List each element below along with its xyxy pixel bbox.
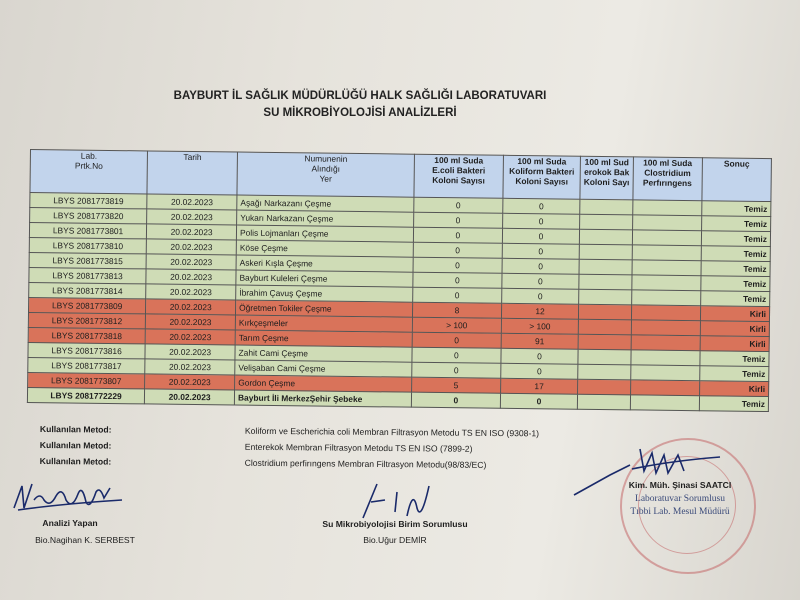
- ecoli-count-cell: 0: [411, 392, 500, 408]
- ecoli-count-cell: 8: [412, 302, 501, 318]
- koliform-count-cell: 0: [501, 363, 578, 379]
- lab-no-cell: LBYS 2081773801: [29, 223, 146, 239]
- ecoli-count-cell: 0: [413, 287, 502, 303]
- sample-place-cell: Köse Çeşme: [236, 240, 413, 257]
- result-cell: Kirli: [700, 336, 769, 352]
- clostridium-count-cell: [632, 200, 701, 216]
- clostridium-count-cell: [631, 305, 700, 321]
- clostridium-count-cell: [631, 335, 700, 351]
- date-cell: 20.02.2023: [146, 284, 236, 300]
- date-cell: 20.02.2023: [145, 314, 235, 330]
- enterokok-count-cell: [578, 394, 631, 410]
- lab-no-cell: LBYS 2081773816: [28, 342, 145, 358]
- ecoli-count-cell: 0: [412, 362, 501, 378]
- date-cell: 20.02.2023: [146, 299, 236, 315]
- clostridium-count-cell: [631, 320, 700, 336]
- lab-no-cell: LBYS 2081773820: [30, 208, 147, 224]
- date-cell: 20.02.2023: [146, 239, 236, 255]
- sample-place-cell: Bayburt İli MerkezŞehir Şebeke: [234, 390, 411, 407]
- koliform-count-cell: 0: [502, 273, 579, 289]
- koliform-count-cell: 91: [501, 333, 578, 349]
- header-enterokok: 100 ml Sud erokok Bak Koloni Sayı: [580, 156, 633, 200]
- sample-place-cell: Askeri Kışla Çeşme: [236, 255, 413, 272]
- ecoli-count-cell: 5: [411, 377, 500, 393]
- enterokok-count-cell: [579, 289, 632, 305]
- clostridium-count-cell: [630, 395, 699, 411]
- result-cell: Temiz: [701, 231, 770, 247]
- chief-role: Su Mikrobiyolojisi Birim Sorumlusu: [322, 519, 468, 529]
- sample-place-cell: Öğretmen Tokiler Çeşme: [236, 300, 413, 317]
- enterokok-count-cell: [580, 199, 633, 215]
- clostridium-count-cell: [632, 245, 701, 261]
- clostridium-count-cell: [632, 230, 701, 246]
- date-cell: 20.02.2023: [146, 269, 236, 285]
- enterokok-count-cell: [580, 229, 633, 245]
- koliform-count-cell: 0: [500, 393, 577, 409]
- enterokok-count-cell: [579, 259, 632, 275]
- header-lab-no: Lab. Prtk.No: [30, 150, 148, 194]
- header-ecoli: 100 ml Suda E.coli Bakteri Koloni Sayısı: [414, 154, 503, 198]
- koliform-count-cell: 0: [502, 213, 579, 229]
- lab-title: BAYBURT İL SAĞLIK MÜDÜRLÜĞÜ HALK SAĞLIĞI LABORATUVARI: [173, 90, 547, 102]
- sample-place-cell: Gordon Çeşme: [235, 375, 412, 392]
- analyst-role: Analizi Yapan: [42, 518, 98, 528]
- result-cell: Temiz: [701, 216, 770, 232]
- enterokok-count-cell: [579, 274, 632, 290]
- ecoli-count-cell: 0: [413, 242, 502, 258]
- sample-place-cell: Tarım Çeşme: [235, 330, 412, 347]
- clostridium-count-cell: [630, 380, 699, 396]
- ecoli-count-cell: 0: [414, 197, 503, 213]
- method-text: Clostridium perfirıngens Membran Filtrasyon Metodu(98/83/EC): [244, 457, 487, 470]
- sample-place-cell: Bayburt Kuleleri Çeşme: [236, 270, 413, 287]
- date-cell: 20.02.2023: [147, 194, 237, 210]
- ecoli-count-cell: 0: [412, 332, 501, 348]
- result-cell: Temiz: [701, 276, 770, 292]
- sample-place-cell: Polis Lojmanları Çeşme: [236, 225, 413, 242]
- header-date: Tarih: [147, 151, 237, 195]
- enterokok-count-cell: [578, 334, 631, 350]
- date-cell: 20.02.2023: [147, 224, 237, 240]
- result-cell: Temiz: [699, 366, 768, 382]
- chief-signature: [355, 478, 445, 523]
- lab-no-cell: LBYS 2081773815: [29, 252, 146, 268]
- sample-place-cell: Kırkçeşmeler: [235, 315, 412, 332]
- manager-name: Kim. Müh. Şinasi SAATCI: [628, 480, 732, 490]
- result-cell: Temiz: [700, 351, 769, 367]
- result-cell: Kirli: [699, 381, 768, 397]
- report-title: SU MİKROBİYOLOJİSİ ANALİZLERİ: [263, 107, 457, 119]
- lab-no-cell: LBYS 2081773814: [29, 282, 146, 298]
- clostridium-count-cell: [631, 350, 700, 366]
- ecoli-count-cell: 0: [413, 272, 502, 288]
- method-label: Kullanılan Metod:: [39, 455, 112, 467]
- clostridium-count-cell: [630, 365, 699, 381]
- lab-no-cell: LBYS 2081773813: [29, 267, 146, 283]
- ecoli-count-cell: 0: [413, 212, 502, 228]
- koliform-count-cell: 17: [500, 378, 577, 394]
- method-label: Kullanılan Metod:: [39, 424, 112, 435]
- koliform-count-cell: 0: [502, 228, 579, 244]
- result-cell: Temiz: [701, 261, 770, 277]
- sample-place-cell: Yukarı Narkazanı Çeşme: [237, 210, 414, 227]
- result-cell: Temiz: [699, 396, 768, 412]
- sample-place-cell: İbrahim Çavuş Çeşme: [236, 285, 413, 302]
- date-cell: 20.02.2023: [145, 374, 235, 390]
- header-result: Sonuç: [702, 158, 772, 202]
- koliform-count-cell: 0: [503, 198, 580, 214]
- lab-no-cell: LBYS 2081773810: [29, 237, 146, 253]
- enterokok-count-cell: [579, 304, 632, 320]
- result-cell: Kirli: [700, 306, 769, 322]
- koliform-count-cell: 0: [502, 258, 579, 274]
- lab-no-cell: LBYS 2081773807: [28, 372, 145, 388]
- date-cell: 20.02.2023: [145, 359, 235, 375]
- enterokok-count-cell: [578, 319, 631, 335]
- sample-place-cell: Velişaban Cami Çeşme: [235, 360, 412, 377]
- koliform-count-cell: 0: [502, 288, 579, 304]
- sample-place-cell: Zahit Cami Çeşme: [235, 345, 412, 362]
- analysis-table: [27, 149, 772, 412]
- enterokok-count-cell: [578, 364, 631, 380]
- date-cell: 20.02.2023: [145, 329, 235, 345]
- koliform-count-cell: > 100: [501, 318, 578, 334]
- sample-place-cell: Aşağı Narkazanı Çeşme: [237, 195, 414, 212]
- manager-signature: [570, 445, 730, 500]
- lab-no-cell: LBYS 2081773817: [28, 357, 145, 373]
- result-cell: Temiz: [701, 201, 770, 217]
- clostridium-count-cell: [631, 290, 700, 306]
- result-cell: Temiz: [700, 291, 769, 307]
- ecoli-count-cell: 0: [413, 227, 502, 243]
- header-koliform: 100 ml Suda Koliform Bakteri Koloni Sayısı: [503, 155, 581, 199]
- method-text: Koliform ve Escherichia coli Membran Filtrasyon Metodu TS EN ISO (9308-1): [244, 425, 540, 439]
- date-cell: 20.02.2023: [145, 389, 235, 405]
- koliform-count-cell: 12: [501, 303, 578, 319]
- analyst-name: Bio.Nagihan K. SERBEST: [35, 535, 135, 545]
- enterokok-count-cell: [579, 244, 632, 260]
- lab-no-cell: LBYS 2081773812: [28, 312, 145, 328]
- clostridium-count-cell: [632, 215, 701, 231]
- koliform-count-cell: 0: [501, 348, 578, 364]
- manager-role-2: Tıbbi Lab. Mesul Müdürü: [630, 507, 730, 517]
- analyst-signature: [10, 478, 130, 518]
- koliform-count-cell: 0: [502, 243, 579, 259]
- enterokok-count-cell: [578, 379, 631, 395]
- lab-no-cell: LBYS 2081773809: [29, 297, 146, 313]
- enterokok-count-cell: [578, 349, 631, 365]
- clostridium-count-cell: [632, 275, 701, 291]
- enterokok-count-cell: [580, 214, 633, 230]
- ecoli-count-cell: > 100: [412, 317, 501, 333]
- date-cell: 20.02.2023: [146, 254, 236, 270]
- result-cell: Temiz: [701, 246, 770, 262]
- method-text: Enterekok Membran Filtrasyon Metodu TS EN ISO (7899-2): [244, 441, 473, 454]
- clostridium-count-cell: [632, 260, 701, 276]
- lab-no-cell: LBYS 2081773818: [28, 327, 145, 343]
- manager-role-1: Laboratuvar Sorumlusu: [635, 494, 725, 504]
- method-label: Kullanılan Metod:: [39, 439, 112, 451]
- lab-no-cell: LBYS 2081772229: [27, 387, 144, 403]
- ecoli-count-cell: 0: [412, 347, 501, 363]
- date-cell: 20.02.2023: [145, 344, 235, 360]
- header-sample-place: Numunenin Alındığı Yer: [237, 152, 414, 197]
- lab-no-cell: LBYS 2081773819: [30, 193, 147, 209]
- ecoli-count-cell: 0: [413, 257, 502, 273]
- result-cell: Kirli: [700, 321, 769, 337]
- date-cell: 20.02.2023: [147, 209, 237, 225]
- header-clostridium: 100 ml Suda Clostridium Perfırıngens: [633, 157, 703, 201]
- chief-name: Bio.Uğur DEMİR: [363, 535, 427, 545]
